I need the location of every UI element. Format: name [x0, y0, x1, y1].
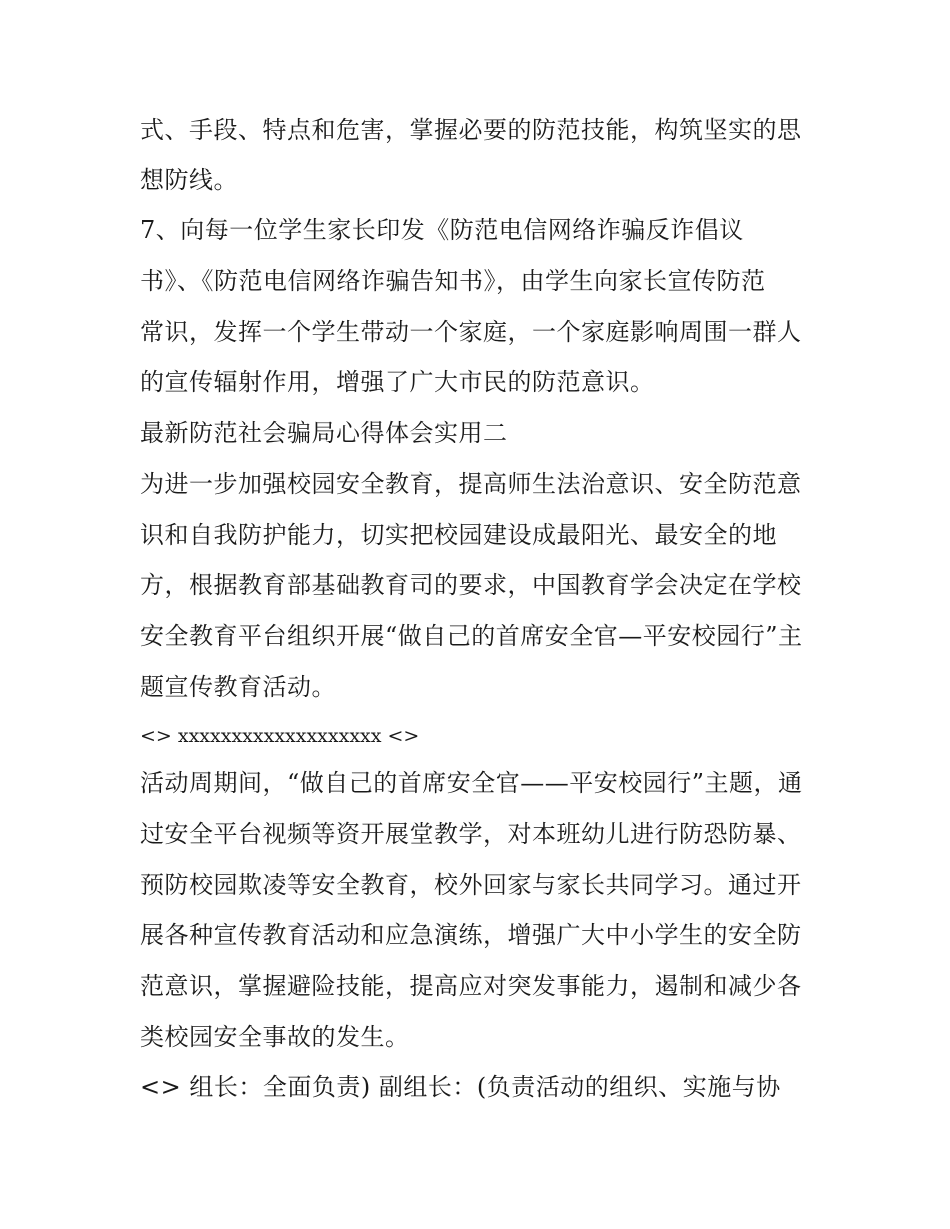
text-line: 安全教育平台组织开展“做自己的首席安全官—平安校园行”主: [140, 622, 803, 650]
text-line: 想防线。: [140, 166, 238, 194]
text-line: 活动周期间，“做自己的首席安全官——平安校园行”主题，通: [140, 769, 803, 797]
text-line: 的宣传辐射作用，增强了广大市民的防范意识。: [140, 368, 655, 396]
text-line: 7、向每一位学生家长印发《防范电信网络诈骗反诈倡议: [140, 216, 744, 244]
text-line: 方，根据教育部基础教育司的要求，中国教育学会决定在学校: [140, 571, 802, 599]
text-line: 展各种宣传教育活动和应急演练，增强广大中小学生的安全防: [140, 921, 802, 949]
text-line: 类校园安全事故的发生。: [140, 1023, 410, 1051]
text-line: 范意识，掌握避险技能，提高应对突发事能力，遏制和减少各: [140, 972, 802, 1000]
text-line: 题宣传教育活动。: [140, 673, 336, 701]
text-line: 常识，发挥一个学生带动一个家庭，一个家庭影响周围一群人: [140, 318, 802, 346]
text-line: 为进一步加强校园安全教育，提高师生法治意识、安全防范意: [140, 470, 802, 498]
section-heading: 最新防范社会骗局心得体会实用二: [140, 419, 508, 447]
text-line: 预防校园欺凌等安全教育，校外回家与家长共同学习。通过开: [140, 871, 802, 899]
text-line: 过安全平台视频等资开展堂教学，对本班幼儿进行防恐防暴、: [140, 820, 802, 848]
text-line: 识和自我防护能力，切实把校园建设成最阳光、最安全的地: [140, 521, 777, 549]
text-line: 书》、《防范电信网络诈骗告知书》，由学生向家长宣传防范: [140, 267, 766, 295]
placeholder-line: <> xxxxxxxxxxxxxxxxxxx <>: [140, 725, 420, 747]
text-line: 式、手段、特点和危害，掌握必要的防范技能，构筑坚实的思: [140, 116, 802, 144]
text-line: <> 组长：全面负责) 副组长：(负责活动的组织、实施与协: [140, 1073, 781, 1101]
